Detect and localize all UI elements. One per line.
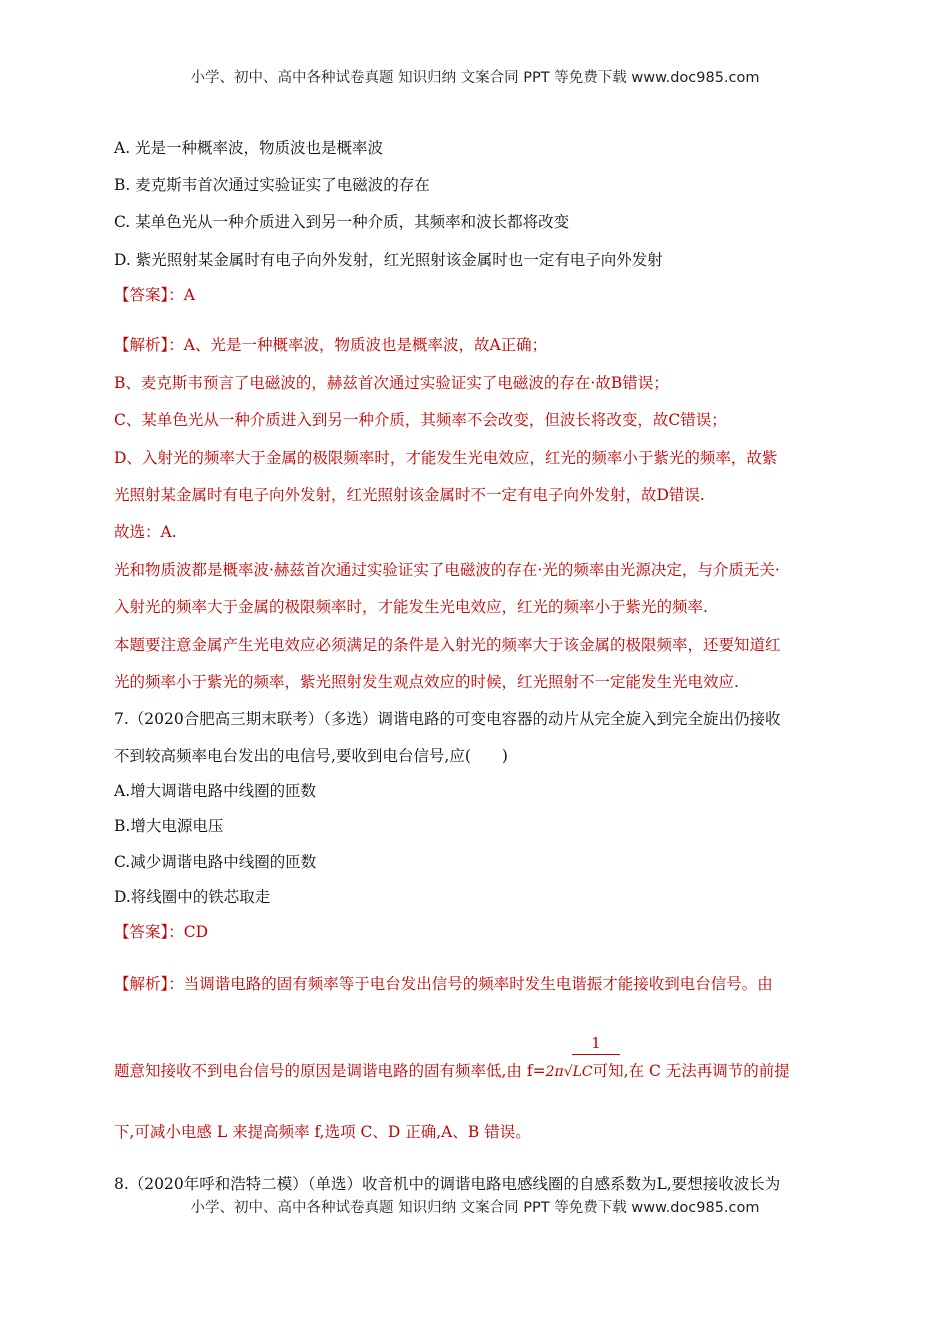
answer-label: 【答案】： (114, 286, 184, 304)
q6-option-a: A. 光是一种概率波，物质波也是概率波 (114, 139, 384, 157)
q7-stem: 7.（2020合肥高三期末联考）（多选）调谐电路的可变电容器的动片从完全旋入到完全旋出仍接收 (114, 710, 781, 728)
formula-denominator: 2π√LC (545, 1064, 593, 1080)
q6-option-d: D. 紫光照射某金属时有电子向外发射，红光照射该金属时也一定有电子向外发射 (114, 251, 663, 269)
analysis-label: 【解析】： (114, 975, 184, 993)
answer-value: A (183, 286, 195, 304)
q6-answer (114, 285, 195, 305)
q6-analysis-line: 入射光的频率大于金属的极限频率时，才能发生光电效应，红光的频率小于紫光的频率. (114, 598, 708, 616)
q7-analysis-line (114, 1061, 790, 1082)
q6-analysis-line: B、麦克斯韦预言了电磁波的，赫兹首次通过实验证实了电磁波的存在·故B错误； (114, 374, 669, 392)
q8-stem: 8.（2020年呼和浩特二模）（单选）收音机中的调谐电路电感线圈的自感系数为L,要想接收波长为 (114, 1175, 781, 1193)
analysis-text: 题意知接收不到电台信号的原因是调谐电路的固有频率低,由 f= (114, 1062, 546, 1080)
q6-analysis-line: D、入射光的频率大于金属的极限频率时，才能发生光电效应，红光的频率小于紫光的频率，故紫 (114, 449, 778, 467)
q7-option-a: A.增大调谐电路中线圈的匝数 (114, 782, 317, 800)
analysis-label: 【解析】： (114, 336, 184, 354)
q6-option-b: B. 麦克斯韦首次通过实验证实了电磁波的存在 (114, 176, 430, 194)
formula-fraction (572, 1034, 620, 1052)
q7-stem: 不到较高频率电台发出的电信号,要收到电台信号,应( ) (114, 747, 508, 765)
q7-option-c: C.减少调谐电路中线圈的匝数 (114, 853, 317, 871)
q6-analysis-line: 光照射某金属时有电子向外发射，红光照射该金属时不一定有电子向外发射，故D错误. (114, 486, 705, 504)
q7-answer (114, 922, 208, 942)
q6-analysis-line: C、某单色光从一种介质进入到另一种介质，其频率不会改变，但波长将改变，故C错误； (114, 411, 727, 429)
q6-analysis-line: 光的频率小于紫光的频率，紫光照射发生观点效应的时候，红光照射不一定能发生光电效应. (114, 673, 739, 691)
answer-value: CD (183, 923, 209, 941)
answer-label: 【答案】： (114, 923, 184, 941)
q6-analysis-line: 光和物质波都是概率波·赫兹首次通过实验证实了电磁波的存在·光的频率由光源决定，与介质无关· (114, 561, 780, 579)
q6-option-c: C. 某单色光从一种介质进入到另一种介质，其频率和波长都将改变 (114, 213, 570, 231)
page-header: 小学、初中、高中各种试卷真题 知识归纳 文案合同 PPT 等免费下载 www.doc985.com (190, 70, 760, 86)
analysis-text: A、光是一种概率波，物质波也是概率波，故A正确； (183, 336, 548, 354)
q7-option-d: D.将线圈中的铁芯取走 (114, 888, 271, 906)
analysis-text: 当调谐电路的固有频率等于电台发出信号的频率时发生电谐振才能接收到电台信号。由 (183, 975, 773, 993)
q6-analysis-line: 故选：A. (114, 523, 177, 541)
fraction-bar (572, 1054, 620, 1055)
formula-numerator: 1 (591, 1034, 601, 1052)
q6-analysis-line: 本题要注意金属产生光电效应必须满足的条件是入射光的频率大于该金属的极限频率，还要知道红 (114, 636, 781, 654)
q7-analysis-line: 下,可减小电感 L 来提高频率 f,选项 C、D 正确,A、B 错误。 (114, 1123, 531, 1141)
page-footer: 小学、初中、高中各种试卷真题 知识归纳 文案合同 PPT 等免费下载 www.doc985.com (190, 1200, 760, 1216)
q7-analysis-line (114, 974, 773, 994)
analysis-text: 可知,在 C 无法再调节的前提 (592, 1062, 790, 1080)
q6-analysis-line (114, 335, 547, 355)
q7-option-b: B.增大电源电压 (114, 817, 224, 835)
